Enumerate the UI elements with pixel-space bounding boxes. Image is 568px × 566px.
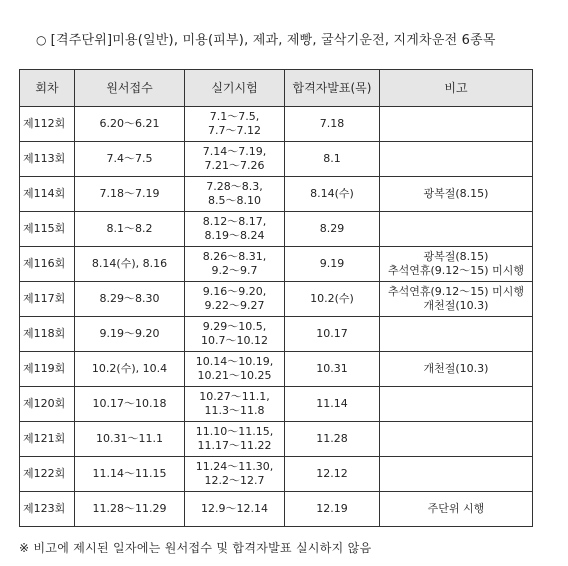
note-cell [380,247,533,282]
announcement-cell: 9.19 [285,247,380,282]
announcement-cell: 8.1 [285,142,380,177]
round-cell: 제113회 [20,142,75,177]
header-announcement: 합격자발표(목) [285,70,380,107]
exam-period: 10.14～10.19, [195,355,274,368]
table-row [20,422,533,457]
application-cell: 7.4～7.5 [75,142,185,177]
footnote: ※ 비고에 제시된 일자에는 원서접수 및 합격자발표 실시하지 않음 [19,541,372,555]
application-cell: 11.28～11.29 [75,492,185,527]
round-cell: 제115회 [20,212,75,247]
exam-period: 11.17～11.22 [197,439,272,452]
announcement-cell: 7.18 [285,107,380,142]
announcement-cell: 11.28 [285,422,380,457]
round-cell: 제117회 [20,282,75,317]
note-text: 광복절(8.15) [423,250,489,263]
note-text: 추석연휴(9.12～15) 미시행 [388,285,524,298]
table-row [20,387,533,422]
section-heading-text: [격주단위]미용(일반), 미용(피부), 제과, 제빵, 굴삭기운전, 지게차운전 6종목 [50,33,496,48]
table-row [20,142,533,177]
table-row [20,107,533,142]
exam-period: 11.3～11.8 [204,404,265,417]
exam-period: 10.7～10.12 [201,334,268,347]
exam-schedule-table [19,69,533,527]
announcement-cell: 10.2(수) [285,282,380,317]
header-round: 회차 [20,70,75,107]
table-row [20,492,533,527]
table-row [20,457,533,492]
application-cell: 9.19～9.20 [75,317,185,352]
exam-cell [185,492,285,527]
note-cell [380,142,533,177]
exam-period: 10.27～11.1, [199,390,270,403]
table-row [20,352,533,387]
application-cell: 8.29～8.30 [75,282,185,317]
note-cell [380,282,533,317]
note-cell [380,107,533,142]
exam-cell [185,282,285,317]
announcement-cell: 12.19 [285,492,380,527]
application-cell: 10.31～11.1 [75,422,185,457]
table-row [20,317,533,352]
table-row [20,247,533,282]
note-text: 광복절(8.15) [423,187,489,200]
exam-period: 10.21～10.25 [197,369,272,382]
application-cell: 6.20～6.21 [75,107,185,142]
exam-period: 8.19～8.24 [204,229,265,242]
round-cell: 제118회 [20,317,75,352]
header-application: 원서접수 [75,70,185,107]
exam-cell [185,212,285,247]
exam-period: 7.7～7.12 [208,124,261,137]
announcement-cell: 10.31 [285,352,380,387]
section-heading [36,29,496,48]
application-cell: 11.14～11.15 [75,457,185,492]
note-cell [380,492,533,527]
round-cell: 제121회 [20,422,75,457]
table-row [20,282,533,317]
round-cell: 제114회 [20,177,75,212]
exam-cell [185,177,285,212]
exam-period: 7.14～7.19, [202,145,267,158]
announcement-cell: 11.14 [285,387,380,422]
note-text: 개천절(10.3) [423,299,489,312]
exam-cell [185,422,285,457]
exam-period: 9.16～9.20, [202,285,267,298]
exam-period: 9.22～9.27 [204,299,265,312]
round-cell: 제119회 [20,352,75,387]
exam-cell [185,387,285,422]
exam-period: 11.10～11.15, [195,425,274,438]
note-cell [380,212,533,247]
round-cell: 제120회 [20,387,75,422]
note-cell [380,387,533,422]
exam-cell [185,107,285,142]
application-cell: 8.14(수), 8.16 [75,247,185,282]
exam-cell [185,457,285,492]
round-cell: 제112회 [20,107,75,142]
round-cell: 제122회 [20,457,75,492]
table-row [20,212,533,247]
table-header-row [20,70,533,107]
application-cell: 7.18～7.19 [75,177,185,212]
exam-cell [185,142,285,177]
announcement-cell: 10.17 [285,317,380,352]
announcement-cell: 8.29 [285,212,380,247]
note-cell [380,422,533,457]
exam-period: 12.2～12.7 [204,474,265,487]
application-cell: 10.2(수), 10.4 [75,352,185,387]
note-text: 개천절(10.3) [423,362,489,375]
announcement-cell: 12.12 [285,457,380,492]
table-body [20,107,533,527]
round-cell: 제116회 [20,247,75,282]
table-row [20,177,533,212]
exam-period: 7.28～8.3, [206,180,263,193]
exam-period: 8.5～8.10 [208,194,261,207]
exam-period: 9.2～9.7 [211,264,258,277]
application-cell: 8.1～8.2 [75,212,185,247]
circle-bullet-icon: ○ [36,33,47,47]
exam-period: 8.12～8.17, [202,215,267,228]
note-text: 주단위 시행 [427,502,485,515]
note-cell [380,317,533,352]
exam-cell [185,247,285,282]
exam-period: 11.24～11.30, [195,460,274,473]
announcement-cell: 8.14(수) [285,177,380,212]
exam-period: 7.1～7.5, [209,110,260,123]
exam-cell [185,317,285,352]
note-cell [380,352,533,387]
exam-period: 7.21～7.26 [204,159,265,172]
note-cell [380,457,533,492]
header-note: 비고 [380,70,533,107]
exam-period: 8.26～8.31, [202,250,267,263]
note-text: 추석연휴(9.12～15) 미시행 [388,264,524,277]
round-cell: 제123회 [20,492,75,527]
application-cell: 10.17～10.18 [75,387,185,422]
exam-period: 12.9～12.14 [201,502,268,515]
exam-period: 9.29～10.5, [202,320,267,333]
note-cell [380,177,533,212]
exam-cell [185,352,285,387]
header-practical-exam: 실기시험 [185,70,285,107]
